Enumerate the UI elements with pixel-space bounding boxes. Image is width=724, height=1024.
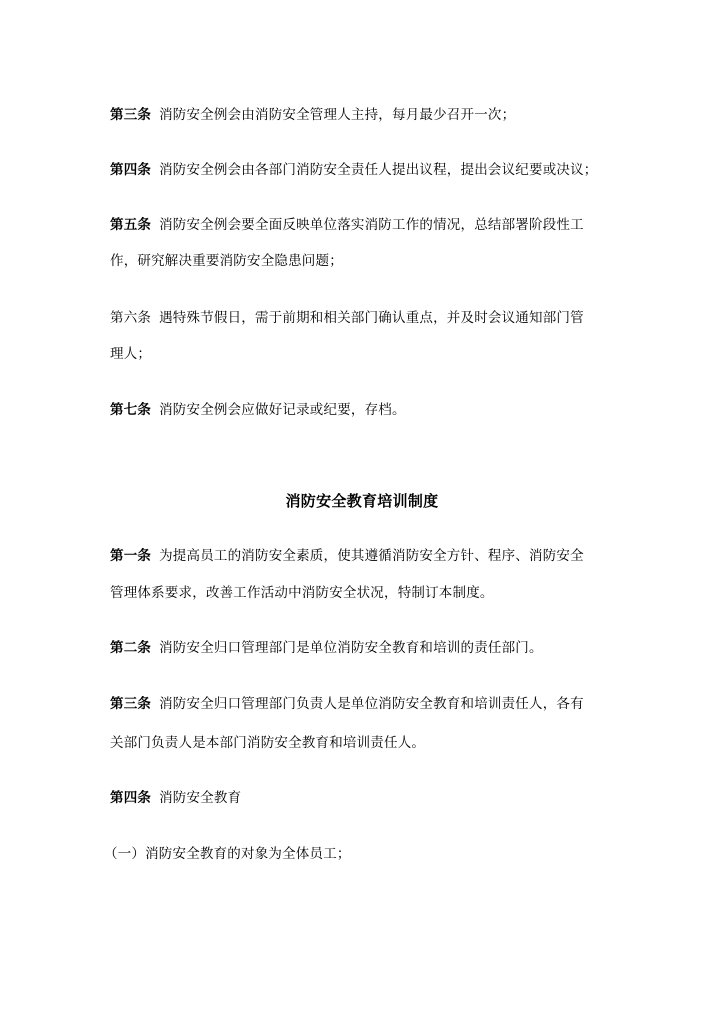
article-text: 消防安全例会由各部门消防安全责任人提出议程，提出会议纪要或决议； xyxy=(159,162,598,178)
article-text: 消防安全例会要全面反映单位落实消防工作的情况，总结部署阶段性工 xyxy=(159,217,584,233)
article-1-training xyxy=(110,547,584,565)
article-5-meeting xyxy=(110,216,584,234)
list-item-text: （一）消防安全教育的对象为全体员工； xyxy=(104,846,351,862)
article-text: 理人； xyxy=(110,346,152,362)
article-4-training xyxy=(110,789,241,807)
article-text: 关部门负责人是本部门消防安全教育和培训责任人。 xyxy=(110,735,426,751)
article-3-training xyxy=(110,695,584,713)
article-text: 为提高员工的消防安全素质，使其遵循消防安全方针、程序、消防安全 xyxy=(159,548,584,564)
article-label: 第五条 xyxy=(110,217,152,233)
article-2-training xyxy=(110,639,543,657)
article-6-meeting xyxy=(110,309,584,327)
list-item-1 xyxy=(104,845,351,863)
section-title: 消防安全教育培训制度 xyxy=(285,492,439,510)
article-text: 作，研究解决重要消防安全隐患问题； xyxy=(110,253,343,269)
article-5-continuation xyxy=(110,252,343,270)
article-3-continuation xyxy=(110,734,425,752)
article-text: 消防安全归口管理部门负责人是单位消防安全教育和培训责任人，各有 xyxy=(159,696,584,712)
article-label: 第四条 xyxy=(110,162,152,178)
article-text: 管理体系要求，改善工作活动中消防安全状况，特制订本制度。 xyxy=(110,585,494,601)
article-text: 消防安全教育 xyxy=(159,790,242,806)
article-7-meeting xyxy=(110,401,406,419)
article-label: 第三条 xyxy=(110,696,152,712)
article-label: 第三条 xyxy=(110,107,152,123)
article-label: 第一条 xyxy=(110,548,152,564)
article-text: 消防安全例会由消防安全管理人主持，每月最少召开一次； xyxy=(159,107,516,123)
article-label: 第六条 xyxy=(110,310,152,326)
article-label: 第四条 xyxy=(110,790,152,806)
article-label: 第二条 xyxy=(110,640,152,656)
article-1-continuation xyxy=(110,584,494,602)
article-label: 第七条 xyxy=(110,402,152,418)
article-text: 消防安全例会应做好记录或纪要，存档。 xyxy=(159,402,406,418)
article-text: 消防安全归口管理部门是单位消防安全教育和培训的责任部门。 xyxy=(159,640,543,656)
article-4-meeting xyxy=(110,161,598,179)
article-text: 遇特殊节假日，需于前期和相关部门确认重点，并及时会议通知部门管 xyxy=(159,310,584,326)
article-6-continuation xyxy=(110,345,151,363)
article-3-meeting xyxy=(110,106,515,124)
